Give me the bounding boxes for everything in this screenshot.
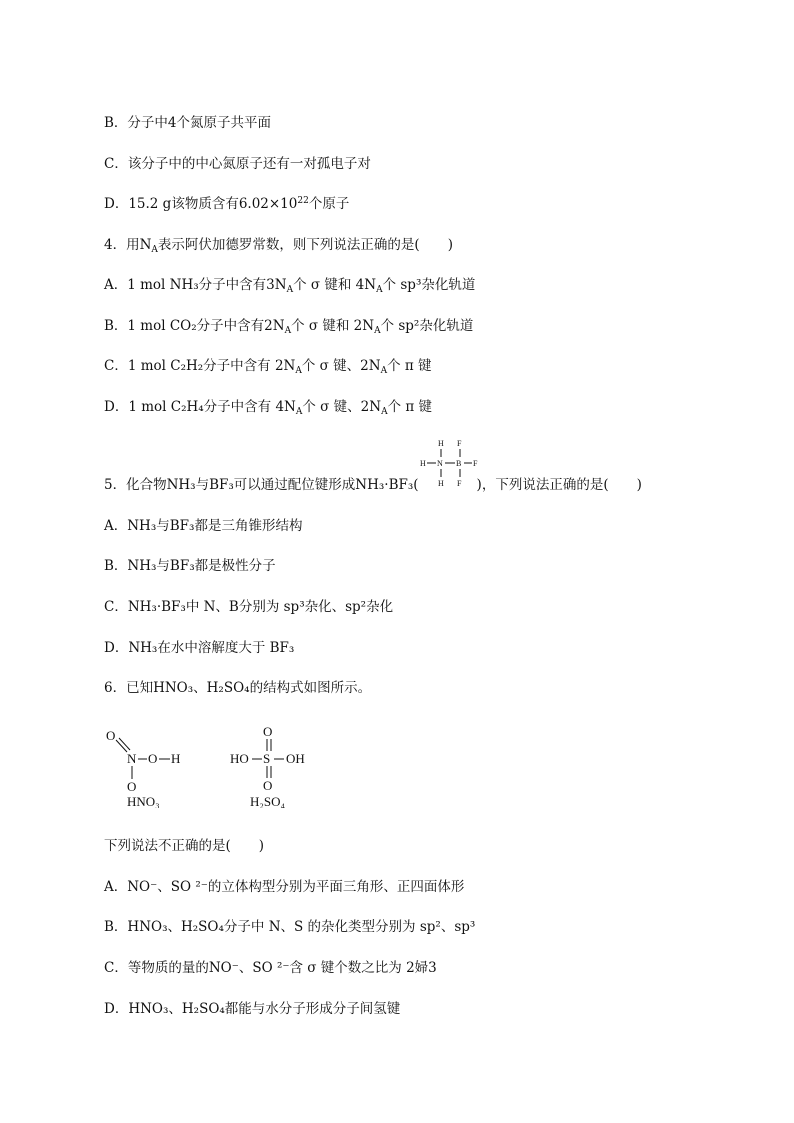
q5-option-b: B．NH₃与BF₃都是极性分子 xyxy=(104,558,276,574)
h2so4-o-top: O xyxy=(263,724,273,739)
q4-option-c: C．1 mol C₂H₂分子中含有 $2N_A$个 σ 键、$2N_A$个 π 键 xyxy=(104,358,432,376)
q6-stem: 6．已知HNO₃、H₂SO₄的结构式如图所示。 xyxy=(104,680,372,696)
hno3-structure xyxy=(100,724,210,808)
struct-b: B xyxy=(456,459,462,468)
q5-option-d: D．NH₃在水中溶解度大于 BF₃ xyxy=(104,640,295,656)
double-bond xyxy=(119,738,130,750)
h2so4-ho: HO xyxy=(230,751,249,766)
h2so4-label: H₂SO₄ xyxy=(250,794,286,808)
q3-option-d: D．15.2 g该物质含有$6.02\times 10^{22}$个原子 xyxy=(104,196,350,212)
q3-option-c: C．该分子中的中心氮原子还有一对孤电子对 xyxy=(104,156,371,172)
h2so4-o-bottom: O xyxy=(263,778,273,793)
hno3-o-top: O xyxy=(106,728,116,743)
q5-option-c: C．NH₃·BF₃中 N、B分别为 sp³杂化、sp²杂化 xyxy=(104,599,394,615)
hno3-n: N xyxy=(127,751,137,766)
nh3-bf3-structure xyxy=(416,436,486,492)
q4-option-d: D．1 mol C₂H₄分子中含有 $4N_A$个 σ 键、$2N_A$个 π 键 xyxy=(104,399,433,417)
struct-h-top: H xyxy=(438,439,444,448)
h2so4-oh: OH xyxy=(286,751,305,766)
q4-option-b: B．1 mol CO₂分子中含有$2N_A$个 σ 键和 $2N_A$个 sp²杂化轨道 xyxy=(104,318,474,336)
q4-option-a: A．1 mol NH₃分子中含有$3N_A$个 σ 键和 $4N_A$个 sp³杂化轨道 xyxy=(104,277,476,295)
hno3-o-mid: O xyxy=(148,751,158,766)
hno3-o-bottom: O xyxy=(127,779,137,794)
struct-f-right: F xyxy=(473,459,478,468)
q5-option-a: A．NH₃与BF₃都是三角锥形结构 xyxy=(104,518,303,534)
struct-h-left: H xyxy=(420,459,426,468)
h2so4-s: S xyxy=(263,751,271,766)
double-bond xyxy=(116,740,127,752)
q6-option-b: B．HNO₃、H₂SO₄分子中 N、S 的杂化类型分别为 sp²、sp³ xyxy=(104,919,476,935)
q5-stem: 5．化合物NH₃与BF₃可以通过配位键形成NH₃·BF₃( )，下列说法正确的是( ) xyxy=(104,477,642,493)
struct-f-bottom: F xyxy=(457,479,462,488)
q6-option-d: D．HNO₃、H₂SO₄都能与水分子形成分子间氢键 xyxy=(104,1001,401,1017)
hno3-h: H xyxy=(171,751,181,766)
struct-h-bottom: H xyxy=(438,479,444,488)
q6-question: 下列说法不正确的是( ) xyxy=(104,838,265,854)
h2so4-structure xyxy=(226,722,326,808)
hno3-label: HNO₃ xyxy=(127,794,160,808)
q6-option-a: A．NO⁻、SO ²⁻的立体构型分别为平面三角形、正四面体形 xyxy=(104,879,465,895)
q6-option-c: C．等物质的量的NO⁻、SO ²⁻含 σ 键个数之比为 2婦3 xyxy=(104,960,437,976)
struct-n: N xyxy=(437,459,443,468)
q4-stem: 4．用$N_A$表示阿伏加德罗常数，则下列说法正确的是( ) xyxy=(104,237,453,255)
struct-f-top: F xyxy=(457,439,462,448)
q3-option-b: B．分子中4个氮原子共平面 xyxy=(104,115,272,131)
